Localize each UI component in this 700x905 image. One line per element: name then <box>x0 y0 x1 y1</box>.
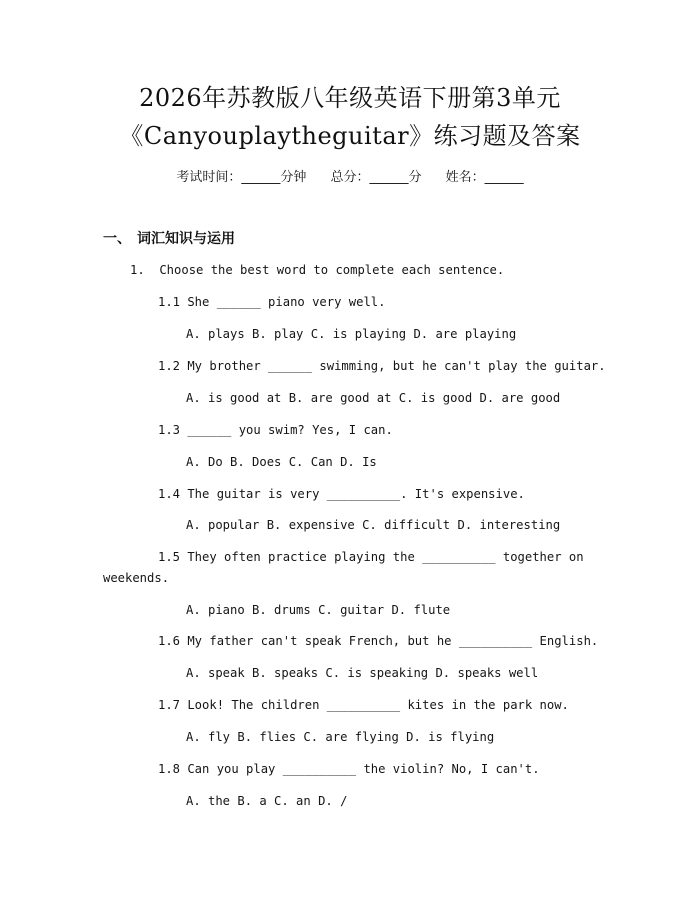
question-options: A. piano B. drums C. guitar D. flute <box>186 603 451 617</box>
question-options: A. plays B. play C. is playing D. are playing <box>186 327 517 341</box>
question-stem-continuation: weekends. <box>103 571 170 585</box>
question-stem: 1.7 Look! The children __________ kites in the park now. <box>158 698 569 712</box>
exam-total-score: 总分：______分 <box>330 170 422 185</box>
question-instruction: 1. Choose the best word to complete each sentence. <box>130 263 505 277</box>
question-stem: 1.3 ______ you swim? Yes, I can. <box>158 423 393 437</box>
question-stem: 1.5 They often practice playing the __________ together on <box>158 550 584 564</box>
section-title: 词汇知识与运用 <box>137 231 235 247</box>
question-stem: 1.4 The guitar is very __________. It's expensive. <box>158 487 525 501</box>
question-stem: 1.8 Can you play __________ the violin? No, I can't. <box>158 762 540 776</box>
question-options: A. the B. a C. an D. / <box>186 794 348 808</box>
exam-info <box>0 168 700 188</box>
exam-time: 考试时间：______分钟 <box>176 170 307 185</box>
question-options: A. speak B. speaks C. is speaking D. speaks well <box>186 666 539 680</box>
student-name: 姓名：______ <box>445 170 524 185</box>
section-heading <box>103 229 235 249</box>
question-options: A. popular B. expensive C. difficult D. interesting <box>186 518 561 532</box>
question-options: A. Do B. Does C. Can D. Is <box>186 455 377 469</box>
question-stem: 1.6 My father can't speak French, but he __________ English. <box>158 634 599 648</box>
question-options: A. fly B. flies C. are flying D. is flying <box>186 730 495 744</box>
question-options: A. is good at B. are good at C. is good D. are good <box>186 391 561 405</box>
document-title-line-1: 2026年苏教版八年级英语下册第3单元 <box>139 84 561 112</box>
question-stem: 1.2 My brother ______ swimming, but he can't play the guitar. <box>158 359 606 373</box>
question-stem: 1.1 She ______ piano very well. <box>158 295 386 309</box>
section-number: 一、 <box>103 231 131 247</box>
document-title-line-2: 《Canyouplaytheguitar》练习题及答案 <box>119 122 581 150</box>
